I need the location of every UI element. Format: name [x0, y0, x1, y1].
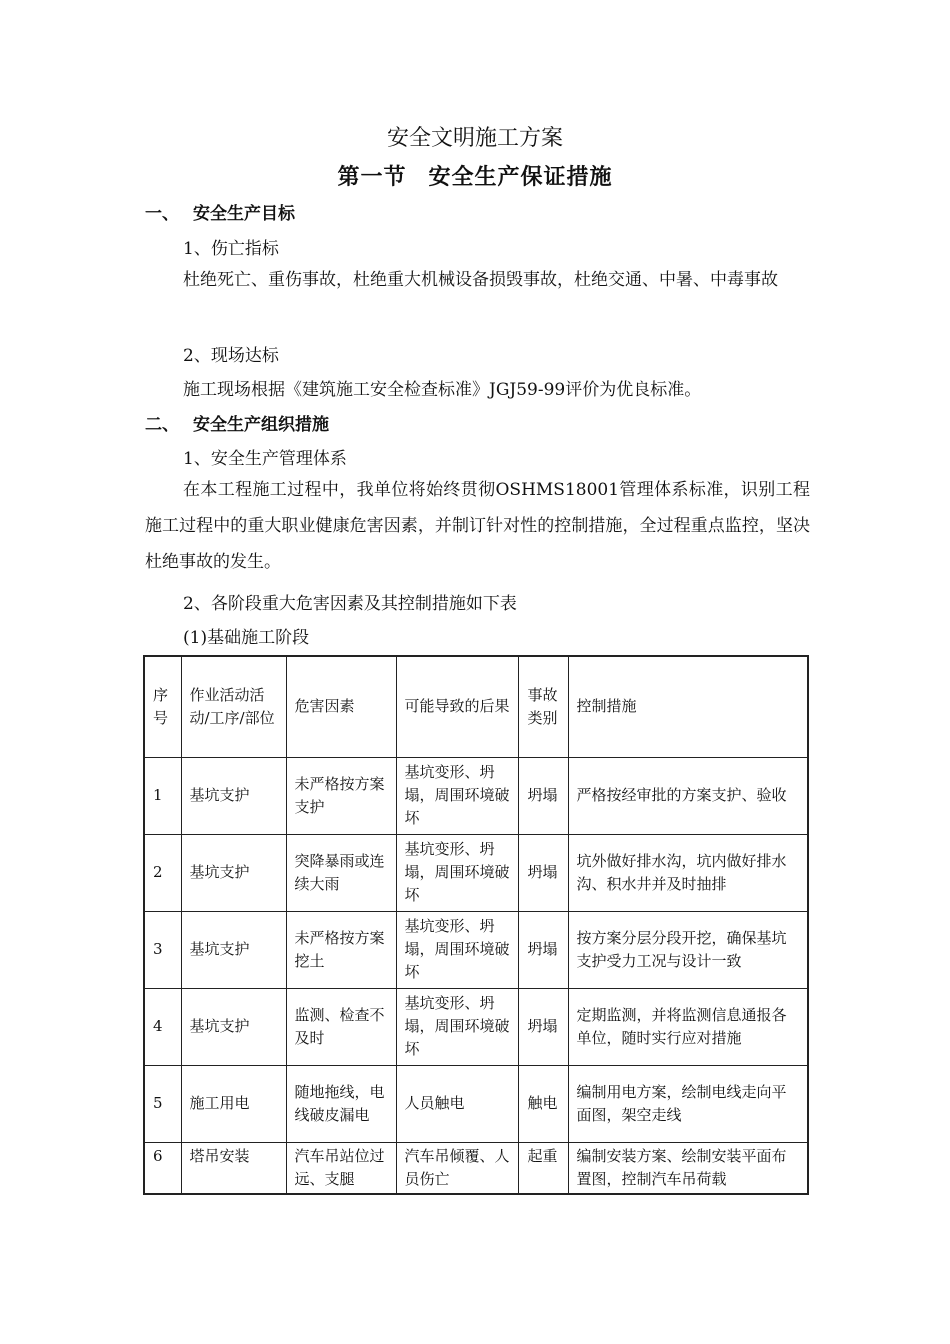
part2-heading — [145, 410, 810, 435]
part1-heading — [145, 199, 810, 224]
table-row — [144, 988, 808, 1065]
table-cell: 1 — [144, 757, 181, 834]
table-cell: 坍塌 — [518, 911, 568, 988]
part2-text1: 在本工程施工过程中，我单位将始终贯彻OSHMS18001管理体系标准，识别工程施工过程中的重大职业健康危害因素，并制订针对性的控制措施，全过程重点监控，坚决杜绝事故的发生。 — [145, 480, 810, 572]
table-cell: 基坑变形、坍塌，周围环境破坏 — [396, 911, 518, 988]
part2-item1: 1、安全生产管理体系 — [183, 449, 347, 469]
part2-number: 二、 — [145, 415, 179, 435]
header-cell: 作业活动活动/工序/部位 — [181, 656, 286, 757]
table-cell: 坍塌 — [518, 757, 568, 834]
table-cell: 4 — [144, 988, 181, 1065]
table-cell: 5 — [144, 1065, 181, 1142]
table-cell: 基坑变形、坍塌，周围环境破坏 — [396, 757, 518, 834]
part1-number: 一、 — [145, 204, 179, 224]
table-cell: 坍塌 — [518, 834, 568, 911]
table-cell: 随地拖线，电线破皮漏电 — [286, 1065, 396, 1142]
section-number: 第一节 — [337, 164, 407, 190]
table-cell: 坍塌 — [518, 988, 568, 1065]
table-row — [144, 1142, 808, 1194]
table-cell: 2 — [144, 834, 181, 911]
table-cell: 基坑支护 — [181, 988, 286, 1065]
table-cell: 汽车吊倾覆、人员伤亡 — [396, 1142, 518, 1194]
table-cell: 定期监测，并将监测信息通报各单位，随时实行应对措施 — [568, 988, 808, 1065]
table-cell: 施工用电 — [181, 1065, 286, 1142]
table-row — [144, 757, 808, 834]
table-header-row — [144, 656, 808, 757]
table-cell: 基坑变形、坍塌，周围环境破坏 — [396, 834, 518, 911]
table-cell: 未严格按方案支护 — [286, 757, 396, 834]
doc-title: 安全文明施工方案 — [386, 126, 563, 151]
table-cell: 编制安装方案、绘制安装平面布置图，控制汽车吊荷载 — [568, 1142, 808, 1194]
table-cell: 坑外做好排水沟，坑内做好排水沟、积水井并及时抽排 — [568, 834, 808, 911]
part2-sub1: (1)基础施工阶段 — [183, 628, 310, 648]
section-name: 安全生产保证措施 — [428, 164, 613, 190]
header-cell: 事故类别 — [518, 656, 568, 757]
table-cell: 基坑支护 — [181, 834, 286, 911]
table-cell: 监测、检查不及时 — [286, 988, 396, 1065]
table-cell: 突降暴雨或连续大雨 — [286, 834, 396, 911]
table-cell: 汽车吊站位过远、支腿 — [286, 1142, 396, 1194]
section-title — [0, 160, 950, 191]
table-cell: 基坑支护 — [181, 911, 286, 988]
table-cell: 人员触电 — [396, 1065, 518, 1142]
part2-heading-text: 安全生产组织措施 — [193, 415, 329, 435]
table-cell: 塔吊安装 — [181, 1142, 286, 1194]
part1-item2: 2、现场达标 — [183, 346, 279, 366]
table-cell: 未严格按方案挖土 — [286, 911, 396, 988]
table-cell: 触电 — [518, 1065, 568, 1142]
part1-text1: 杜绝死亡、重伤事故，杜绝重大机械设备损毁事故，杜绝交通、中暑、中毒事故 — [183, 270, 778, 290]
table-row — [144, 834, 808, 911]
header-cell: 危害因素 — [286, 656, 396, 757]
table-row — [144, 911, 808, 988]
part1-heading-text: 安全生产目标 — [193, 204, 295, 224]
table-cell: 按方案分层分段开挖，确保基坑支护受力工况与设计一致 — [568, 911, 808, 988]
table-cell: 起重 — [518, 1142, 568, 1194]
part1-item1: 1、伤亡指标 — [183, 239, 279, 259]
table-row — [144, 1065, 808, 1142]
table-cell: 基坑变形、坍塌，周围环境破坏 — [396, 988, 518, 1065]
header-cell: 控制措施 — [568, 656, 808, 757]
part1-text2: 施工现场根据《建筑施工安全检查标准》JGJ59-99评价为优良标准。 — [183, 380, 702, 400]
part2-item2: 2、各阶段重大危害因素及其控制措施如下表 — [183, 594, 517, 614]
header-cell: 可能导致的后果 — [396, 656, 518, 757]
table-cell: 编制用电方案，绘制电线走向平面图，架空走线 — [568, 1065, 808, 1142]
table-cell: 基坑支护 — [181, 757, 286, 834]
table-cell: 3 — [144, 911, 181, 988]
table-cell: 严格按经审批的方案支护、验收 — [568, 757, 808, 834]
header-cell: 序号 — [144, 656, 181, 757]
hazard-table — [143, 655, 809, 1195]
table-cell: 6 — [144, 1142, 181, 1194]
